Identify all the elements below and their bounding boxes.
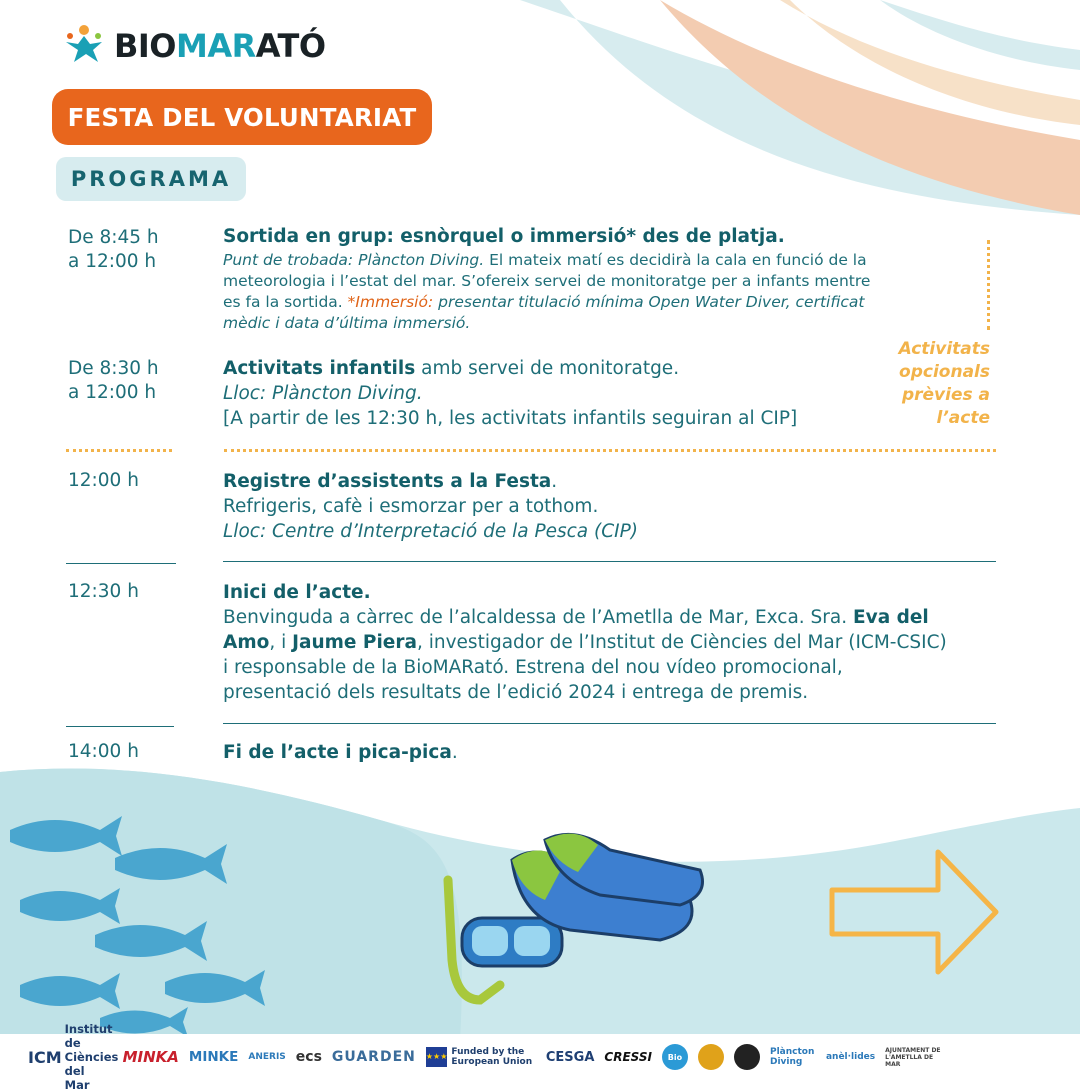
schedule-item: Sortida en grup: esnòrquel o immersió* des de platja. Punt de trobada: Plàncton Diving. El mateix matí es decidirà la cala en funció de la meteorologia i l’estat del mar. S’ofereix servei de monitoratge per a infants mentre es fa la sortida. *Immersió: presentar titulació mínima Open Water Diver, certificat mèdic i data d’última immersió. <box>223 226 871 332</box>
schedule-item: Registre d’assistents a la Festa. Refrigeris, cafè i esmorzar per a tothom. Lloc: Centre d’Interpretació de la Pesca (CIP) <box>223 471 638 542</box>
dotted-divider <box>987 240 990 330</box>
schedule-item: Fi de l’acte i pica-pica. <box>223 742 458 763</box>
optional-activities-note: Activitats opcionals prèvies a l’acte <box>898 339 990 428</box>
time-slot: 12:00 h <box>68 470 139 491</box>
ecs-logo: ecs <box>295 1049 322 1065</box>
guarden-logo: GUARDEN <box>331 1049 416 1065</box>
anellides-logo: anèl·lides <box>825 1052 876 1062</box>
time-slot: De 8:45 h a 12:00 h <box>68 227 159 272</box>
minke-logo: MINKE <box>188 1049 239 1065</box>
section-title: PROGRAMA <box>56 157 246 201</box>
cesga-logo: CESGA <box>545 1049 595 1065</box>
divider-line <box>66 563 176 564</box>
time-slot: 14:00 h <box>68 741 139 762</box>
divider-line <box>223 561 996 562</box>
aneris-logo: ANERIS <box>248 1052 286 1062</box>
time-slot: De 8:30 h a 12:00 h <box>68 358 159 403</box>
dotted-divider <box>66 449 172 452</box>
sponsor-logos-bar <box>0 1022 1080 1092</box>
cressi-logo: CRESSI <box>604 1050 652 1064</box>
club-badge-icon <box>734 1044 760 1070</box>
ajuntament-logo: AJUNTAMENT DE L'AMETLLA DE MAR <box>885 1046 941 1068</box>
biomarato-logo: BIOMARATÓ <box>60 20 326 72</box>
eu-flag-icon: ★★★ <box>426 1047 448 1067</box>
divider-line <box>223 723 996 724</box>
schedule-item: Activitats infantils amb servei de monitoratge. Lloc: Plàncton Diving. [A partir de les 12:30 h, les activitats infantils seguiran al CIP] <box>223 358 798 429</box>
dotted-divider <box>224 449 996 452</box>
starfish-logo-icon <box>60 22 108 70</box>
fecdas-badge-icon <box>698 1044 724 1070</box>
schedule-item: Inici de l’acte. Benvinguda a càrrec de l’alcaldessa de l’Ametlla de Mar, Exca. Sra. Eva del Amo, i Jaume Piera, investigador de l’Institut de Ciències del Mar (ICM-CSIC) i responsable de la BioMARató. Estrena del nou vídeo promocional, presentació dels resultats de l’edició 2024 i entrega de premis. <box>223 582 947 703</box>
eu-funding-logo: ★★★ Funded by the European Union <box>425 1047 533 1067</box>
minka-logo: MINKA <box>122 1048 179 1066</box>
event-title: FESTA DEL VOLUNTARIAT <box>52 89 432 145</box>
plancton-logo: Plàncton Diving <box>769 1047 815 1067</box>
time-slot: 12:30 h <box>68 581 139 602</box>
icm-logo: ICM Institut de Ciències del Mar <box>28 1022 119 1092</box>
bio-badge-icon: Bio <box>662 1044 688 1070</box>
divider-line <box>66 726 174 727</box>
